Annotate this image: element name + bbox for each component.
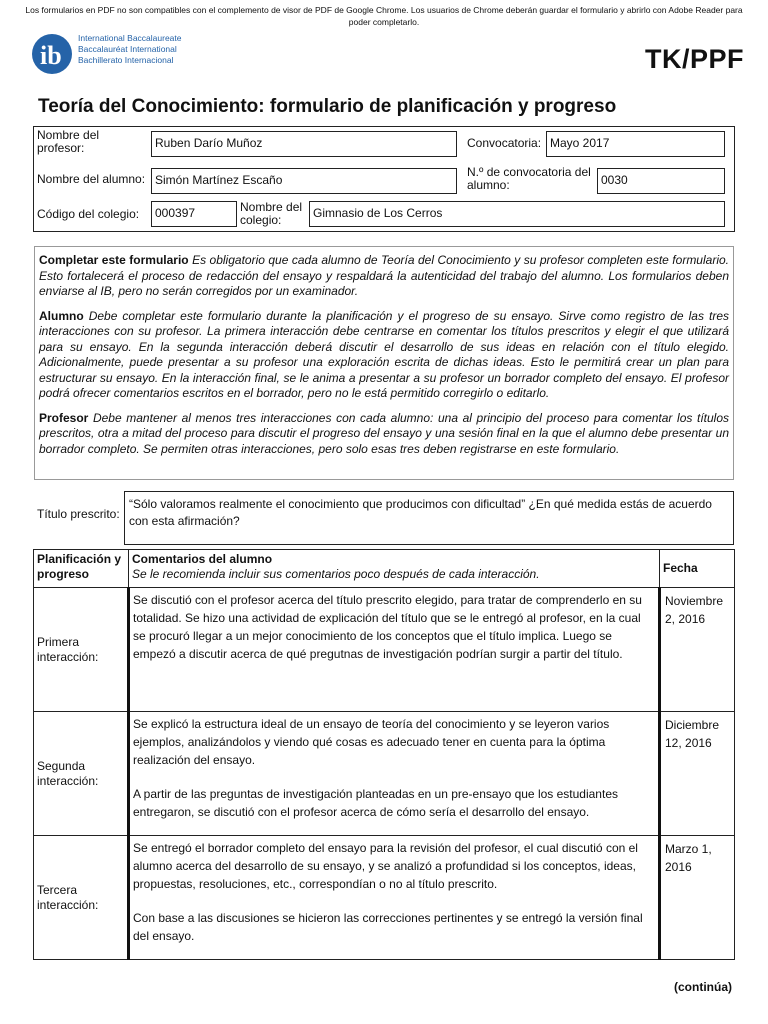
comment-field-3[interactable] [129, 836, 660, 960]
convocatoria-label: Convocatoria: [467, 136, 542, 150]
row-label-1: Primera interacción: [34, 588, 129, 712]
instructions-p2-body: Debe completar este formulario durante la planificación y el progreso de su ensayo. Sirve como registro de las tres interacciones con su profesor. La primera interacción debe centrarse en comentar los títulos prescritos y elegir el que utilizará para su ensayo. En la segunda interacción deberá discutir el desarrollo de sus ideas en relación con el título elegido. Adicionalmente, puede presentar a su profesor una exploración escrita de dichas ideas. Esto le permitirá crear un plan para estructurar su ensayo. En la interacción final, se le anima a presentar a su profesor un borrador completo del ensayo. El profesor podrá ofrecer comentarios escritos en el borrador, pero no le está permitido corregirlo o editarlo. [39, 308, 729, 400]
logo-line-3: Bachillerato Internacional [78, 55, 174, 65]
col-comentarios-header [129, 550, 660, 588]
chrome-compat-notice: Los formularios en PDF no son compatibles con el complemento de visor de PDF de Google Chrome. Los usuarios de Chrome deberán guardar el formulario y abrirlo con Adobe Reader para poder completarlo. [25, 5, 743, 27]
row-label-2: Segunda interacción: [34, 712, 129, 836]
table-row [34, 836, 735, 960]
comment-3-para-1: Se entregó el borrador completo del ensayo para la revisión del profesor, el cual discutió con el alumno acerca del desarrollo de su ensayo, y se analizó a profundidad si los conceptos, ideas, propuestas, resoluciones, etc., correspondían o no al título prescrito. [133, 841, 638, 891]
profesor-label: Nombre del profesor: [37, 128, 100, 155]
ib-logo-text [78, 33, 182, 66]
nombre-colegio-label: Nombre del colegio: [240, 200, 303, 227]
col-fecha-header: Fecha [660, 550, 735, 588]
logo-line-1: International Baccalaureate [78, 33, 182, 43]
instructions-p3 [39, 411, 729, 458]
row-label-3: Tercera interacción: [34, 836, 129, 960]
num-convocatoria-label: N.º de convocatoria del alumno: [467, 165, 591, 192]
table-row [34, 712, 735, 836]
planning-table [33, 549, 735, 960]
comment-field-1[interactable] [129, 588, 660, 712]
continua-footer: (continúa) [674, 980, 732, 994]
col-comentarios-subtitle: Se le recomienda incluir sus comentarios poco después de cada interacción. [132, 567, 540, 581]
instructions-p2 [39, 309, 729, 402]
convocatoria-field[interactable]: Mayo 2017 [546, 131, 725, 157]
instructions-p1 [39, 253, 729, 300]
date-field-2[interactable]: Diciembre 12, 2016 [660, 712, 735, 836]
comment-field-2[interactable] [129, 712, 660, 836]
col-comentarios-title: Comentarios del alumno [132, 552, 273, 566]
comment-3-para-2: Con base a las discusiones se hicieron las correcciones pertinentes y se entregó la versión final del ensayo. [133, 911, 643, 943]
num-convocatoria-field[interactable]: 0030 [597, 168, 725, 194]
comment-1-para-1: Se discutió con el profesor acerca del título prescrito elegido, para tratar de comprenderlo en su totalidad. Se hizo una actividad de explicación del título que se le entregó al profesor, en la cual se procuró llegar a un mejor conocimiento de los conceptos que el título implica. Luego se empezó a discutir acerca de qué pregutnas de investigación podrían surgir a partir del título. [133, 593, 642, 661]
date-field-3[interactable]: Marzo 1, 2016 [660, 836, 735, 960]
col-planificacion-header: Planificación y progreso [34, 550, 129, 588]
ib-logo-icon [30, 30, 74, 76]
table-header-row [34, 550, 735, 588]
comment-2-para-2: A partir de las preguntas de investigación planteadas en un pre-ensayo que los estudiantes entregaron, se discutió con el profesor acerca de cómo sería el desarrollo del ensayo. [133, 787, 618, 819]
titulo-prescrito-field[interactable]: “Sólo valoramos realmente el conocimiento que producimos con dificultad” ¿En qué medida estás de acuerdo con esta afirmación? [124, 491, 734, 545]
table-row [34, 588, 735, 712]
logo-line-2: Baccalauréat International [78, 44, 177, 54]
profesor-field[interactable]: Ruben Darío Muñoz [151, 131, 457, 157]
instructions-p3-head: Profesor [39, 410, 89, 425]
date-field-1[interactable]: Noviembre 2, 2016 [660, 588, 735, 712]
codigo-colegio-field[interactable]: 000397 [151, 201, 237, 227]
titulo-prescrito-label: Título prescrito: [37, 507, 120, 521]
instructions-p3-body: Debe mantener al menos tres interacciones con cada alumno: una al principio del proceso para comentar los títulos prescritos, otra a mitad del proceso para discutir el progreso del ensayo y una sesión final en la que el alumno debe presentar un borrador completo. Se permiten otras interacciones, pero solo esas tres deben registrarse en este formulario. [39, 410, 729, 456]
ib-logo-letters: ib [40, 41, 62, 70]
instructions-box [34, 246, 734, 480]
comment-2-para-1: Se explicó la estructura ideal de un ensayo de teoría del conocimiento y se leyeron varios ejemplos, analizándolos y viendo qué cosas es adecuado tener en cuenta para la óptima realización del ensayo. [133, 717, 610, 767]
instructions-p1-head: Completar este formulario [39, 253, 189, 267]
form-code: TK/PPF [644, 44, 744, 74]
nombre-colegio-field[interactable]: Gimnasio de Los Cerros [309, 201, 725, 227]
instructions-p1-body: Es obligatorio que cada alumno de Teoría del Conocimiento y su profesor completen este formulario. Esto fortalecerá el proceso de redacción del ensayo y respaldará la autenticidad del trabajo del alumno. Los formularios deben enviarse al IB, pero no serán corregidos por un examinador. [39, 253, 729, 298]
page-title: Teoría del Conocimiento: formulario de planificación y progreso [38, 96, 617, 117]
codigo-colegio-label: Código del colegio: [37, 207, 140, 221]
alumno-field[interactable]: Simón Martínez Escaño [151, 168, 457, 194]
ib-logo [30, 30, 220, 80]
alumno-label: Nombre del alumno: [37, 172, 146, 186]
instructions-p2-head: Alumno [39, 308, 84, 323]
